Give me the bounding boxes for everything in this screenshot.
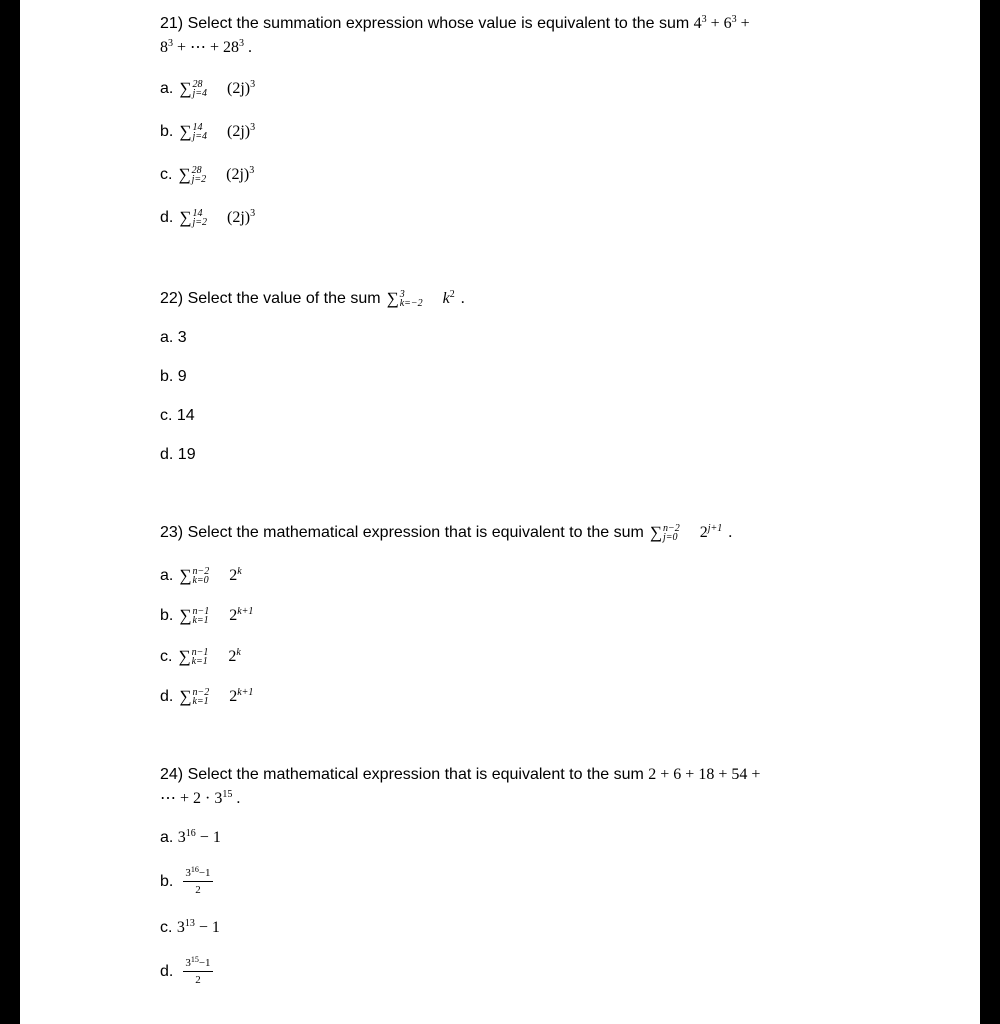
option-24a[interactable]: a. $3^{16} - 1$ — [160, 827, 221, 849]
option-23b[interactable]: b. ∑ n−1 k=1 $2^{k+1}$ — [160, 606, 254, 626]
option-23a[interactable]: a. ∑ n−2 k=0 2$^k$ — [160, 566, 242, 586]
summation-symbol: ∑ 28 j=4 — [179, 79, 207, 99]
summand: $(2j)^3$ — [227, 208, 256, 226]
summation-symbol: ∑ n−1 k=1 — [179, 606, 210, 626]
option-22c[interactable]: c. 14 — [160, 407, 195, 424]
answer-expression: $3^{16} - 1$ — [177, 828, 221, 846]
option-21a[interactable]: a. ∑ 28 j=4 $(2j)^3$ — [160, 79, 256, 99]
question-prompt: Select the value of the sum — [187, 290, 381, 307]
question-24 — [160, 763, 860, 811]
summand: $2^{j+1}$ — [699, 523, 723, 541]
summand: 2$^k$ — [229, 566, 242, 584]
sum-expression: $4^3 + 6^3$ + $8^3$ + ⋯ + $28^3$ . — [160, 14, 750, 56]
option-23c[interactable]: c. ∑ n−1 k=1 2$^k$ — [160, 647, 241, 667]
option-22b[interactable]: b. 9 — [160, 368, 187, 385]
summand: 2$^k$ — [228, 647, 241, 665]
question-prompt: Select the summation expression whose value is equivalent to the sum — [187, 15, 690, 32]
answer-expression: $3^{13} - 1$ — [176, 918, 220, 936]
question-number: 24) — [160, 766, 184, 783]
option-23d[interactable]: d. ∑ n−2 k=1 $2^{k+1}$ — [160, 687, 254, 707]
option-21b[interactable]: b. ∑ 14 j=4 $(2j)^3$ — [160, 122, 256, 142]
option-22d[interactable]: d. 19 — [160, 446, 196, 463]
summation-symbol: ∑ n−2 k=0 — [179, 566, 210, 586]
summation-symbol: ∑ 3 k=−2 — [386, 289, 423, 309]
sum-expression: 2 + 6 + 18 + 54 + ⋯ + $2 \cdot 3^{15}$ . — [160, 766, 761, 807]
summand: $k^2$ — [442, 289, 455, 307]
summation-symbol: ∑ n−2 k=1 — [179, 687, 210, 707]
option-21c[interactable]: c. ∑ 28 j=2 $(2j)^3$ — [160, 165, 255, 185]
option-24d[interactable]: d. $\frac{3^{15}-1}{2}$ — [160, 955, 211, 986]
summation-symbol: ∑ 28 j=2 — [178, 165, 207, 185]
question-prompt: Select the mathematical expression that is equivalent to the sum — [187, 524, 644, 541]
summand: $(2j)^3$ — [226, 165, 255, 183]
summation-symbol: ∑ 14 j=4 — [179, 122, 207, 142]
option-24c[interactable]: c. $3^{13} - 1$ — [160, 917, 220, 939]
summation-symbol: ∑ n−1 k=1 — [178, 647, 209, 667]
summation-symbol: ∑ 14 j=2 — [179, 208, 207, 228]
summand: $(2j)^3$ — [227, 79, 256, 97]
question-21 — [160, 12, 860, 60]
summand: $2^{k+1}$ — [229, 687, 254, 705]
option-22a[interactable]: a. 3 — [160, 329, 187, 346]
question-number: 21) — [160, 15, 184, 32]
question-prompt: Select the mathematical expression that is equivalent to the sum — [187, 766, 644, 783]
question-22: 22) Select the value of the sum ∑ 3 k=−2 $k^2$ . — [160, 289, 465, 309]
question-number: 23) — [160, 524, 184, 541]
worksheet-page — [20, 0, 980, 1024]
summation-symbol: ∑ n−2 j=0 — [649, 523, 680, 543]
option-24b[interactable]: b. $\frac{3^{16}-1}{2}$ — [160, 865, 211, 896]
question-23: 23) Select the mathematical expression that is equivalent to the sum ∑ n−2 j=0 $2^{j+1}$ . — [160, 523, 733, 543]
option-21d[interactable]: d. ∑ 14 j=2 $(2j)^3$ — [160, 208, 256, 228]
summand: $2^{k+1}$ — [229, 606, 254, 624]
summand: $(2j)^3$ — [227, 122, 256, 140]
fraction: $\frac{3^{16}-1}{2}$ — [185, 865, 211, 896]
question-number: 22) — [160, 290, 184, 307]
fraction: $\frac{3^{15}-1}{2}$ — [185, 955, 211, 986]
